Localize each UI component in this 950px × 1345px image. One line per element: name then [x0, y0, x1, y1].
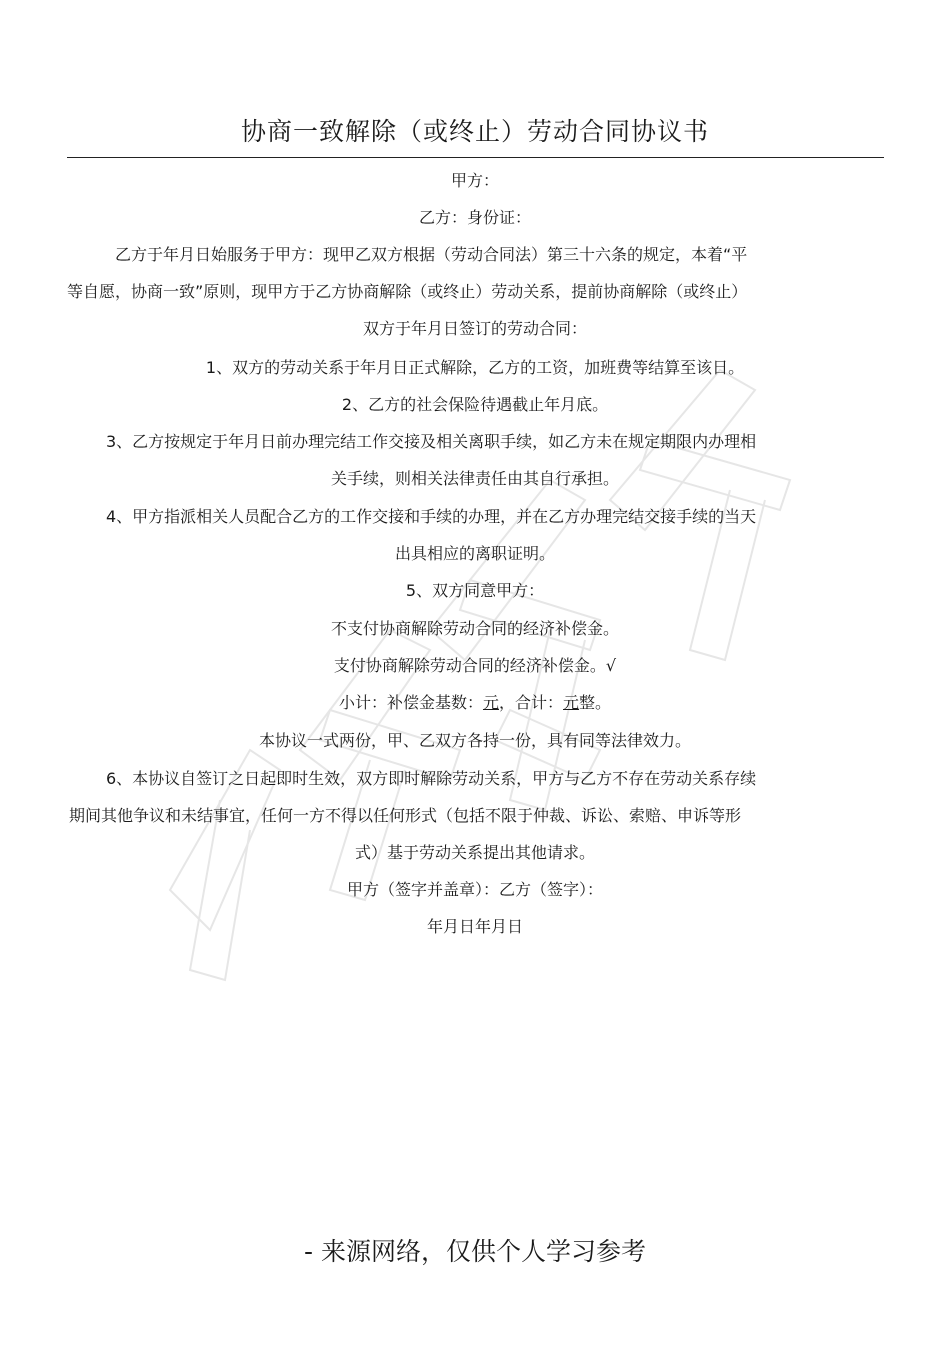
clause-5: 5、双方同意甲方：	[405, 581, 545, 600]
party-b-line: 乙方：身份证：	[418, 208, 531, 227]
subtotal-label: 小计：补偿金基数：	[338, 693, 483, 712]
intro-line-3: 双方于年月日签订的劳动合同：	[362, 319, 587, 338]
document-title: 协商一致解除（或终止）劳动合同协议书	[240, 117, 709, 146]
clause-3-line-2: 关手续，则相关法律责任由其自行承担。	[330, 469, 619, 488]
subtotal-separator: ，合计：	[498, 693, 563, 712]
copies-statement: 本协议一式两份，甲、乙双方各持一份，具有同等法律效力。	[258, 731, 691, 750]
party-a-line: 甲方：	[450, 171, 499, 190]
clause-4-line-2: 出具相应的离职证明。	[394, 544, 555, 563]
source-footer: - 来源网络，仅供个人学习参考	[304, 1237, 646, 1266]
clause-6-line-2: 期间其他争议和未结事宜，任何一方不得以任何形式（包括不限于仲裁、诉讼、索赔、申诉等形	[69, 806, 742, 825]
clause-4-line-1: 4、甲方指派相关人员配合乙方的工作交接和手续的办理，并在乙方办理完结交接手续的当天	[106, 507, 757, 526]
option-compensation: 支付协商解除劳动合同的经济补偿金。√	[333, 656, 617, 675]
clause-6-line-1: 6、本协议自签订之日起即时生效，双方即时解除劳动关系，甲方与乙方不存在劳动关系存续	[106, 769, 757, 788]
clause-3-line-1: 3、乙方按规定于年月日前办理完结工作交接及相关离职手续，如乙方未在规定期限内办理相	[106, 432, 757, 451]
subtotal-end: 整。	[579, 693, 612, 712]
intro-line-1: 乙方于年月日始服务于甲方：现甲乙双方根据（劳动合同法）第三十六条的规定，本着“平	[115, 245, 748, 264]
subtotal-line	[0, 690, 950, 713]
signature-line: 甲方（签字并盖章）：乙方（签字）：	[346, 880, 603, 899]
date-line: 年月日年月日	[426, 917, 523, 936]
clause-2: 2、乙方的社会保险待遇截止年月底。	[341, 395, 609, 414]
intro-line-2: 等自愿，协商一致”原则，现甲方于乙方协商解除（或终止）劳动关系，提前协商解除（或终止）	[67, 282, 748, 301]
title-divider	[67, 157, 884, 158]
clause-1: 1、双方的劳动关系于年月日正式解除，乙方的工资，加班费等结算至该日。	[205, 358, 745, 377]
option-no-compensation: 不支付协商解除劳动合同的经济补偿金。	[330, 619, 619, 638]
subtotal-base-unit: 元	[482, 693, 499, 712]
clause-6-line-3: 式）基于劳动关系提出其他请求。	[354, 843, 595, 862]
subtotal-total-unit: 元	[563, 693, 580, 712]
